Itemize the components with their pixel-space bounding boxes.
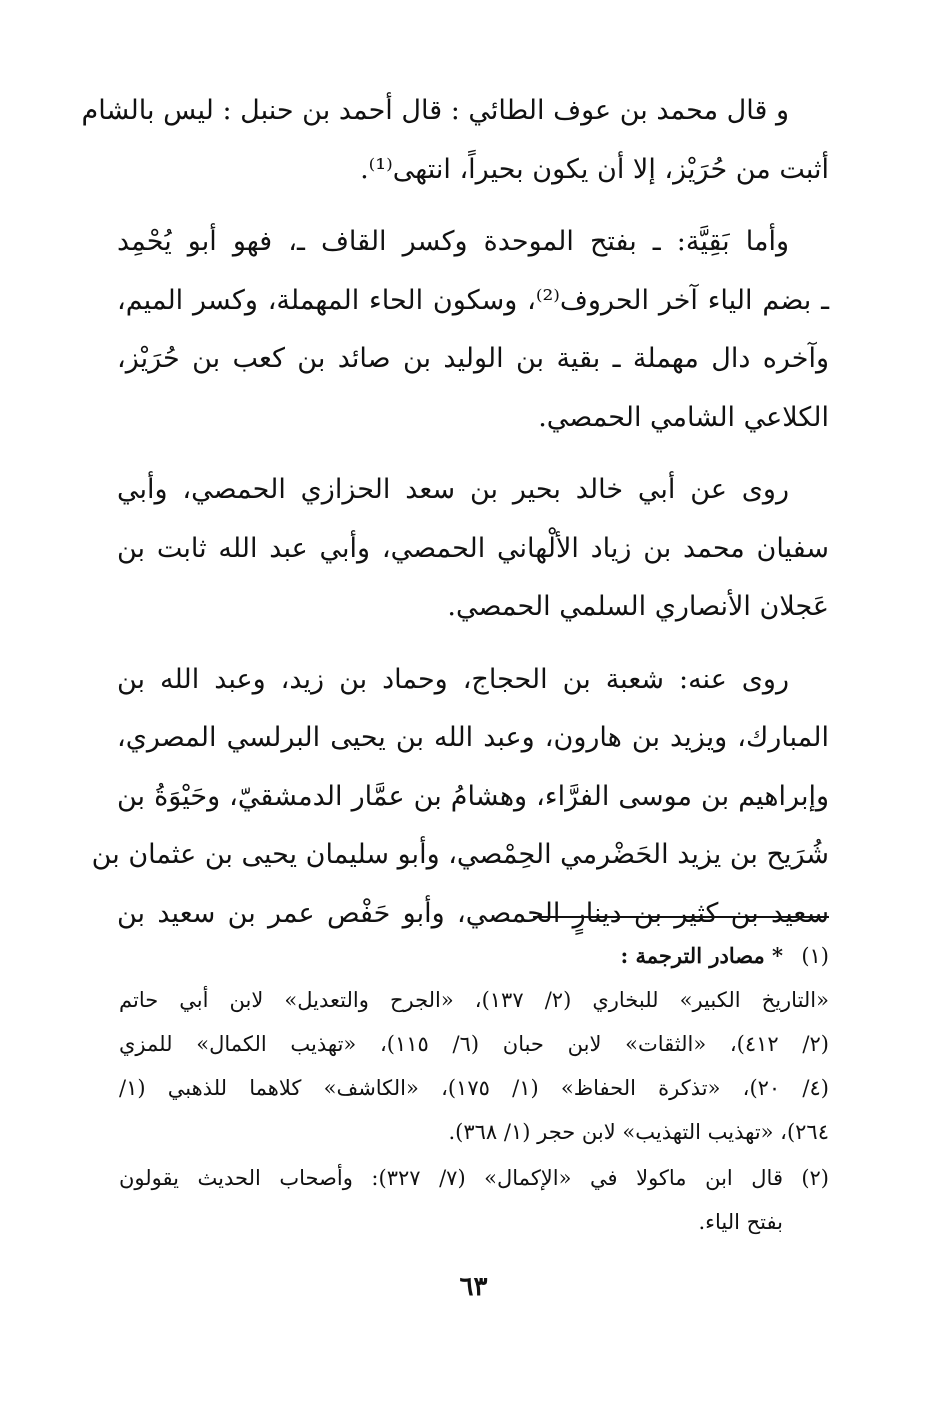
text-line: أثبت من حُرَيْز، إلا أن يكون بحيراً، انتهى⁽¹⁾. xyxy=(360,153,829,185)
page-number: ٦٣ xyxy=(459,1272,488,1302)
text-line: وآخره دال مهملة ـ بقية بن الوليد بن صائد بن كعب بن حُرَيْز، xyxy=(117,343,829,374)
footnotes xyxy=(119,934,829,1244)
footnote-2 xyxy=(119,1156,829,1244)
paragraph xyxy=(117,461,829,637)
text-line: وأما بَقِيَّة: ـ بفتح الموحدة وكسر القاف ـ، فهو أبو يُحْمِد xyxy=(117,226,789,257)
text-line: روى عن أبي خالد بحير بن سعد الحزازي الحمصي، وأبي xyxy=(117,474,789,505)
footnote-line: قال ابن ماكولا في «الإكمال» (٧/ ٣٢٧): وأصحاب الحديث يقولون xyxy=(119,1166,783,1190)
main-text xyxy=(81,82,829,943)
text-line: شُرَيح بن يزيد الحَضْرمي الحِمْصي، وأبو سليمان يحيى بن عثمان بن xyxy=(91,839,829,870)
footnote-1 xyxy=(119,934,829,978)
text-line: سعيد بن كثير بن دينارٍ الحمصي، وأبو حَفْص عمر بن سعيد بن xyxy=(117,897,829,929)
text-line: عَجلان الأنصاري السلمي الحمصي. xyxy=(447,591,829,622)
text-line: سفيان محمد بن زياد الألْهاني الحمصي، وأبي عبد الله ثابت بن xyxy=(117,532,829,564)
footnote-line: ٢٦٤)، «تهذيب التهذيب» لابن حجر (١/ ٣٦٨). xyxy=(448,1120,829,1144)
footnote-line: «التاريخ الكبير» للبخاري (٢/ ١٣٧)، «الجرح والتعديل» لابن أبي حاتم xyxy=(119,988,829,1012)
footnote-heading: * مصادر الترجمة : xyxy=(620,943,783,968)
paragraph xyxy=(91,651,829,944)
footnote-number: (٢) xyxy=(801,1166,829,1190)
paragraph xyxy=(117,213,829,447)
footnote-line: (٤/ ٢٠)، «تذكرة الحفاظ» (١/ ١٧٥)، «الكاشف» كلاهما للذهبي (١/ xyxy=(119,1076,829,1100)
text-line: روى عنه: شعبة بن الحجاج، وحماد بن زيد، وعبد الله بن xyxy=(117,663,789,695)
text-line: وإبراهيم بن موسى الفرَّاء، وهشامُ بن عمَّار الدمشقيّ، وحَيْوَةُ بن xyxy=(117,780,829,812)
text-line: و قال محمد بن عوف الطائي : قال أحمد بن حنبل : ليس بالشام xyxy=(81,95,789,126)
footnote-line: بفتح الياء. xyxy=(698,1210,783,1234)
footnote-number: (١) xyxy=(801,944,829,968)
text-line: المبارك، ويزيد بن هارون، وعبد الله بن يحيى البرلسي المصري، xyxy=(117,722,829,753)
paragraph xyxy=(81,82,829,199)
footnote-separator xyxy=(533,916,829,918)
text-line: ـ بضم الياء آخر الحروف⁽²⁾، وسكون الحاء المهملة، وكسر الميم، xyxy=(117,284,829,316)
text-line: الكلاعي الشامي الحمصي. xyxy=(538,401,829,433)
footnote-1-body xyxy=(119,978,829,1154)
footnote-line: (٢/ ٤١٢)، «الثقات» لابن حبان (٦/ ١١٥)، «تهذيب الكمال» للمزي xyxy=(119,1032,829,1056)
